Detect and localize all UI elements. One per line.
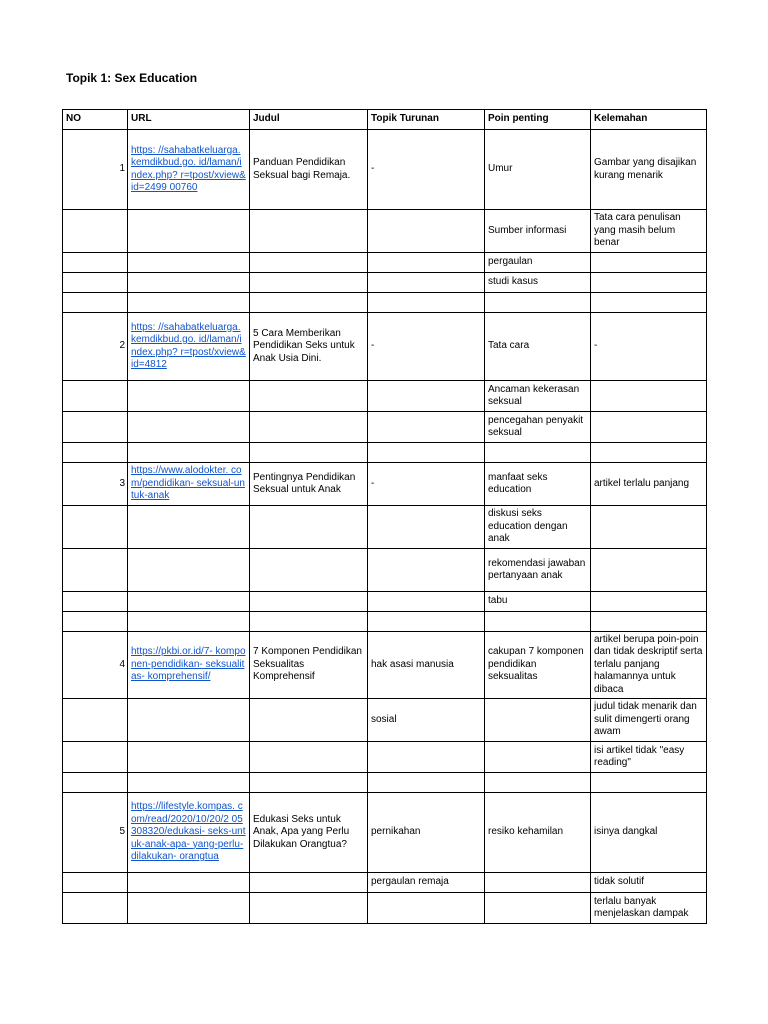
cell-judul bbox=[250, 742, 368, 773]
cell-judul bbox=[250, 612, 368, 632]
cell-topik bbox=[368, 592, 485, 612]
cell-no: 1 bbox=[63, 130, 128, 210]
cell-url bbox=[128, 592, 250, 612]
table-row bbox=[63, 293, 707, 313]
cell-poin bbox=[485, 699, 591, 742]
article-link[interactable]: https://lifestyle.kompas. com/read/2020/10/20/2 05308320/edukasi- seks-untuk-anak-apa- yang-perlu-dilakukan- orangtua bbox=[131, 801, 246, 863]
cell-kelemahan: artikel berupa poin-poin dan tidak deskriptif serta terlalu panjang halamannya untuk dibaca bbox=[591, 632, 707, 699]
cell-kelemahan: terlalu banyak menjelaskan dampak bbox=[591, 893, 707, 924]
cell-kelemahan bbox=[591, 443, 707, 463]
table-row bbox=[63, 549, 707, 592]
cell-poin bbox=[485, 893, 591, 924]
cell-topik bbox=[368, 742, 485, 773]
cell-poin: tabu bbox=[485, 592, 591, 612]
cell-url bbox=[128, 873, 250, 893]
cell-topik bbox=[368, 253, 485, 273]
header-judul: Judul bbox=[250, 110, 368, 130]
cell-no: 5 bbox=[63, 793, 128, 873]
table-row bbox=[63, 506, 707, 549]
cell-poin: Ancaman kekerasan seksual bbox=[485, 381, 591, 412]
table-row bbox=[63, 632, 707, 699]
cell-topik bbox=[368, 773, 485, 793]
cell-no bbox=[63, 412, 128, 443]
table-header-row bbox=[63, 110, 707, 130]
cell-judul: Edukasi Seks untuk Anak, Apa yang Perlu Dilakukan Orangtua? bbox=[250, 793, 368, 873]
cell-poin: Umur bbox=[485, 130, 591, 210]
cell-judul bbox=[250, 893, 368, 924]
cell-no bbox=[63, 443, 128, 463]
cell-poin bbox=[485, 873, 591, 893]
cell-topik bbox=[368, 893, 485, 924]
cell-kelemahan bbox=[591, 412, 707, 443]
cell-kelemahan: artikel terlalu panjang bbox=[591, 463, 707, 506]
table-row bbox=[63, 253, 707, 273]
table-row bbox=[63, 412, 707, 443]
cell-kelemahan bbox=[591, 253, 707, 273]
cell-judul bbox=[250, 253, 368, 273]
cell-topik bbox=[368, 612, 485, 632]
table-row bbox=[63, 699, 707, 742]
cell-no bbox=[63, 742, 128, 773]
cell-kelemahan bbox=[591, 549, 707, 592]
cell-url bbox=[128, 506, 250, 549]
cell-url bbox=[128, 130, 250, 210]
cell-no bbox=[63, 773, 128, 793]
cell-no bbox=[63, 612, 128, 632]
cell-url bbox=[128, 549, 250, 592]
cell-kelemahan bbox=[591, 273, 707, 293]
cell-poin bbox=[485, 612, 591, 632]
table-row bbox=[63, 612, 707, 632]
cell-judul bbox=[250, 443, 368, 463]
cell-no bbox=[63, 293, 128, 313]
table-row bbox=[63, 443, 707, 463]
topic-table bbox=[62, 109, 707, 924]
cell-url bbox=[128, 293, 250, 313]
cell-topik bbox=[368, 293, 485, 313]
cell-url bbox=[128, 381, 250, 412]
cell-no bbox=[63, 873, 128, 893]
cell-url bbox=[128, 313, 250, 381]
cell-kelemahan: judul tidak menarik dan sulit dimengerti orang awam bbox=[591, 699, 707, 742]
cell-judul bbox=[250, 273, 368, 293]
cell-url bbox=[128, 253, 250, 273]
cell-judul: 7 Komponen Pendidikan Seksualitas Komprehensif bbox=[250, 632, 368, 699]
table-row bbox=[63, 773, 707, 793]
cell-poin bbox=[485, 773, 591, 793]
article-link[interactable]: https: //sahabatkeluarga. kemdikbud.go. id/laman/index.php? r=tpost/xview&id=4812 bbox=[131, 321, 246, 370]
cell-topik bbox=[368, 443, 485, 463]
cell-topik: sosial bbox=[368, 699, 485, 742]
cell-no: 3 bbox=[63, 463, 128, 506]
cell-judul: Panduan Pendidikan Seksual bagi Remaja. bbox=[250, 130, 368, 210]
table-row bbox=[63, 793, 707, 873]
page-title: Topik 1: Sex Education bbox=[66, 71, 198, 85]
cell-judul bbox=[250, 549, 368, 592]
cell-kelemahan bbox=[591, 506, 707, 549]
cell-no: 4 bbox=[63, 632, 128, 699]
cell-judul bbox=[250, 381, 368, 412]
cell-poin: studi kasus bbox=[485, 273, 591, 293]
cell-url bbox=[128, 793, 250, 873]
cell-url bbox=[128, 742, 250, 773]
cell-poin bbox=[485, 293, 591, 313]
cell-url bbox=[128, 412, 250, 443]
table-row bbox=[63, 893, 707, 924]
header-topik-turunan: Topik Turunan bbox=[368, 110, 485, 130]
table-row bbox=[63, 742, 707, 773]
cell-topik bbox=[368, 273, 485, 293]
cell-kelemahan: Gambar yang disajikan kurang menarik bbox=[591, 130, 707, 210]
cell-url bbox=[128, 463, 250, 506]
cell-url bbox=[128, 699, 250, 742]
cell-judul bbox=[250, 210, 368, 253]
header-poin-penting: Poin penting bbox=[485, 110, 591, 130]
header-url: URL bbox=[128, 110, 250, 130]
table-row bbox=[63, 313, 707, 381]
table-row bbox=[63, 130, 707, 210]
cell-url bbox=[128, 210, 250, 253]
cell-no bbox=[63, 893, 128, 924]
cell-no bbox=[63, 381, 128, 412]
cell-topik: pernikahan bbox=[368, 793, 485, 873]
header-no: NO bbox=[63, 110, 128, 130]
cell-poin: Sumber informasi bbox=[485, 210, 591, 253]
article-link[interactable]: https://www.alodokter. com/pendidikan- seksual-untuk-anak bbox=[131, 465, 245, 502]
cell-kelemahan bbox=[591, 773, 707, 793]
cell-topik bbox=[368, 549, 485, 592]
cell-topik bbox=[368, 506, 485, 549]
cell-topik bbox=[368, 210, 485, 253]
cell-judul bbox=[250, 699, 368, 742]
cell-no: 2 bbox=[63, 313, 128, 381]
cell-judul bbox=[250, 412, 368, 443]
cell-url bbox=[128, 893, 250, 924]
table-row bbox=[63, 273, 707, 293]
cell-kelemahan: Tata cara penulisan yang masih belum benar bbox=[591, 210, 707, 253]
cell-no bbox=[63, 592, 128, 612]
cell-kelemahan bbox=[591, 612, 707, 632]
cell-url bbox=[128, 773, 250, 793]
cell-poin: resiko kehamilan bbox=[485, 793, 591, 873]
cell-judul bbox=[250, 592, 368, 612]
cell-judul bbox=[250, 873, 368, 893]
cell-poin: pencegahan penyakit seksual bbox=[485, 412, 591, 443]
cell-kelemahan: tidak solutif bbox=[591, 873, 707, 893]
cell-no bbox=[63, 273, 128, 293]
cell-url bbox=[128, 273, 250, 293]
header-kelemahan: Kelemahan bbox=[591, 110, 707, 130]
cell-no bbox=[63, 549, 128, 592]
cell-poin: Tata cara bbox=[485, 313, 591, 381]
cell-poin: diskusi seks education dengan anak bbox=[485, 506, 591, 549]
table-row bbox=[63, 381, 707, 412]
cell-topik bbox=[368, 381, 485, 412]
cell-topik: pergaulan remaja bbox=[368, 873, 485, 893]
cell-kelemahan: - bbox=[591, 313, 707, 381]
cell-url bbox=[128, 612, 250, 632]
cell-judul: 5 Cara Memberikan Pendidikan Seks untuk Anak Usia Dini. bbox=[250, 313, 368, 381]
cell-topik: - bbox=[368, 463, 485, 506]
cell-topik: - bbox=[368, 130, 485, 210]
table-row bbox=[63, 592, 707, 612]
cell-poin: cakupan 7 komponen pendidikan seksualitas bbox=[485, 632, 591, 699]
cell-judul bbox=[250, 773, 368, 793]
cell-poin: pergaulan bbox=[485, 253, 591, 273]
table-row bbox=[63, 873, 707, 893]
cell-poin bbox=[485, 742, 591, 773]
cell-topik: - bbox=[368, 313, 485, 381]
cell-no bbox=[63, 506, 128, 549]
cell-no bbox=[63, 699, 128, 742]
cell-no bbox=[63, 210, 128, 253]
cell-topik bbox=[368, 412, 485, 443]
cell-poin: rekomendasi jawaban pertanyaan anak bbox=[485, 549, 591, 592]
cell-kelemahan bbox=[591, 293, 707, 313]
cell-kelemahan: isi artikel tidak "easy reading" bbox=[591, 742, 707, 773]
cell-kelemahan bbox=[591, 592, 707, 612]
cell-judul bbox=[250, 506, 368, 549]
cell-judul bbox=[250, 293, 368, 313]
cell-poin: manfaat seks education bbox=[485, 463, 591, 506]
cell-kelemahan bbox=[591, 381, 707, 412]
article-link[interactable]: https: //sahabatkeluarga. kemdikbud.go. id/laman/index.php? r=tpost/xview&id=2499 00760 bbox=[131, 144, 246, 193]
article-link[interactable]: https://pkbi.or.id/7- komponen-pendidikan- seksualitas- komprehensif/ bbox=[131, 646, 246, 683]
cell-topik: hak asasi manusia bbox=[368, 632, 485, 699]
table-row bbox=[63, 210, 707, 253]
table-body bbox=[63, 130, 707, 924]
table-row bbox=[63, 463, 707, 506]
cell-url bbox=[128, 632, 250, 699]
cell-url bbox=[128, 443, 250, 463]
cell-kelemahan: isinya dangkal bbox=[591, 793, 707, 873]
cell-no bbox=[63, 253, 128, 273]
cell-judul: Pentingnya Pendidikan Seksual untuk Anak bbox=[250, 463, 368, 506]
cell-poin bbox=[485, 443, 591, 463]
